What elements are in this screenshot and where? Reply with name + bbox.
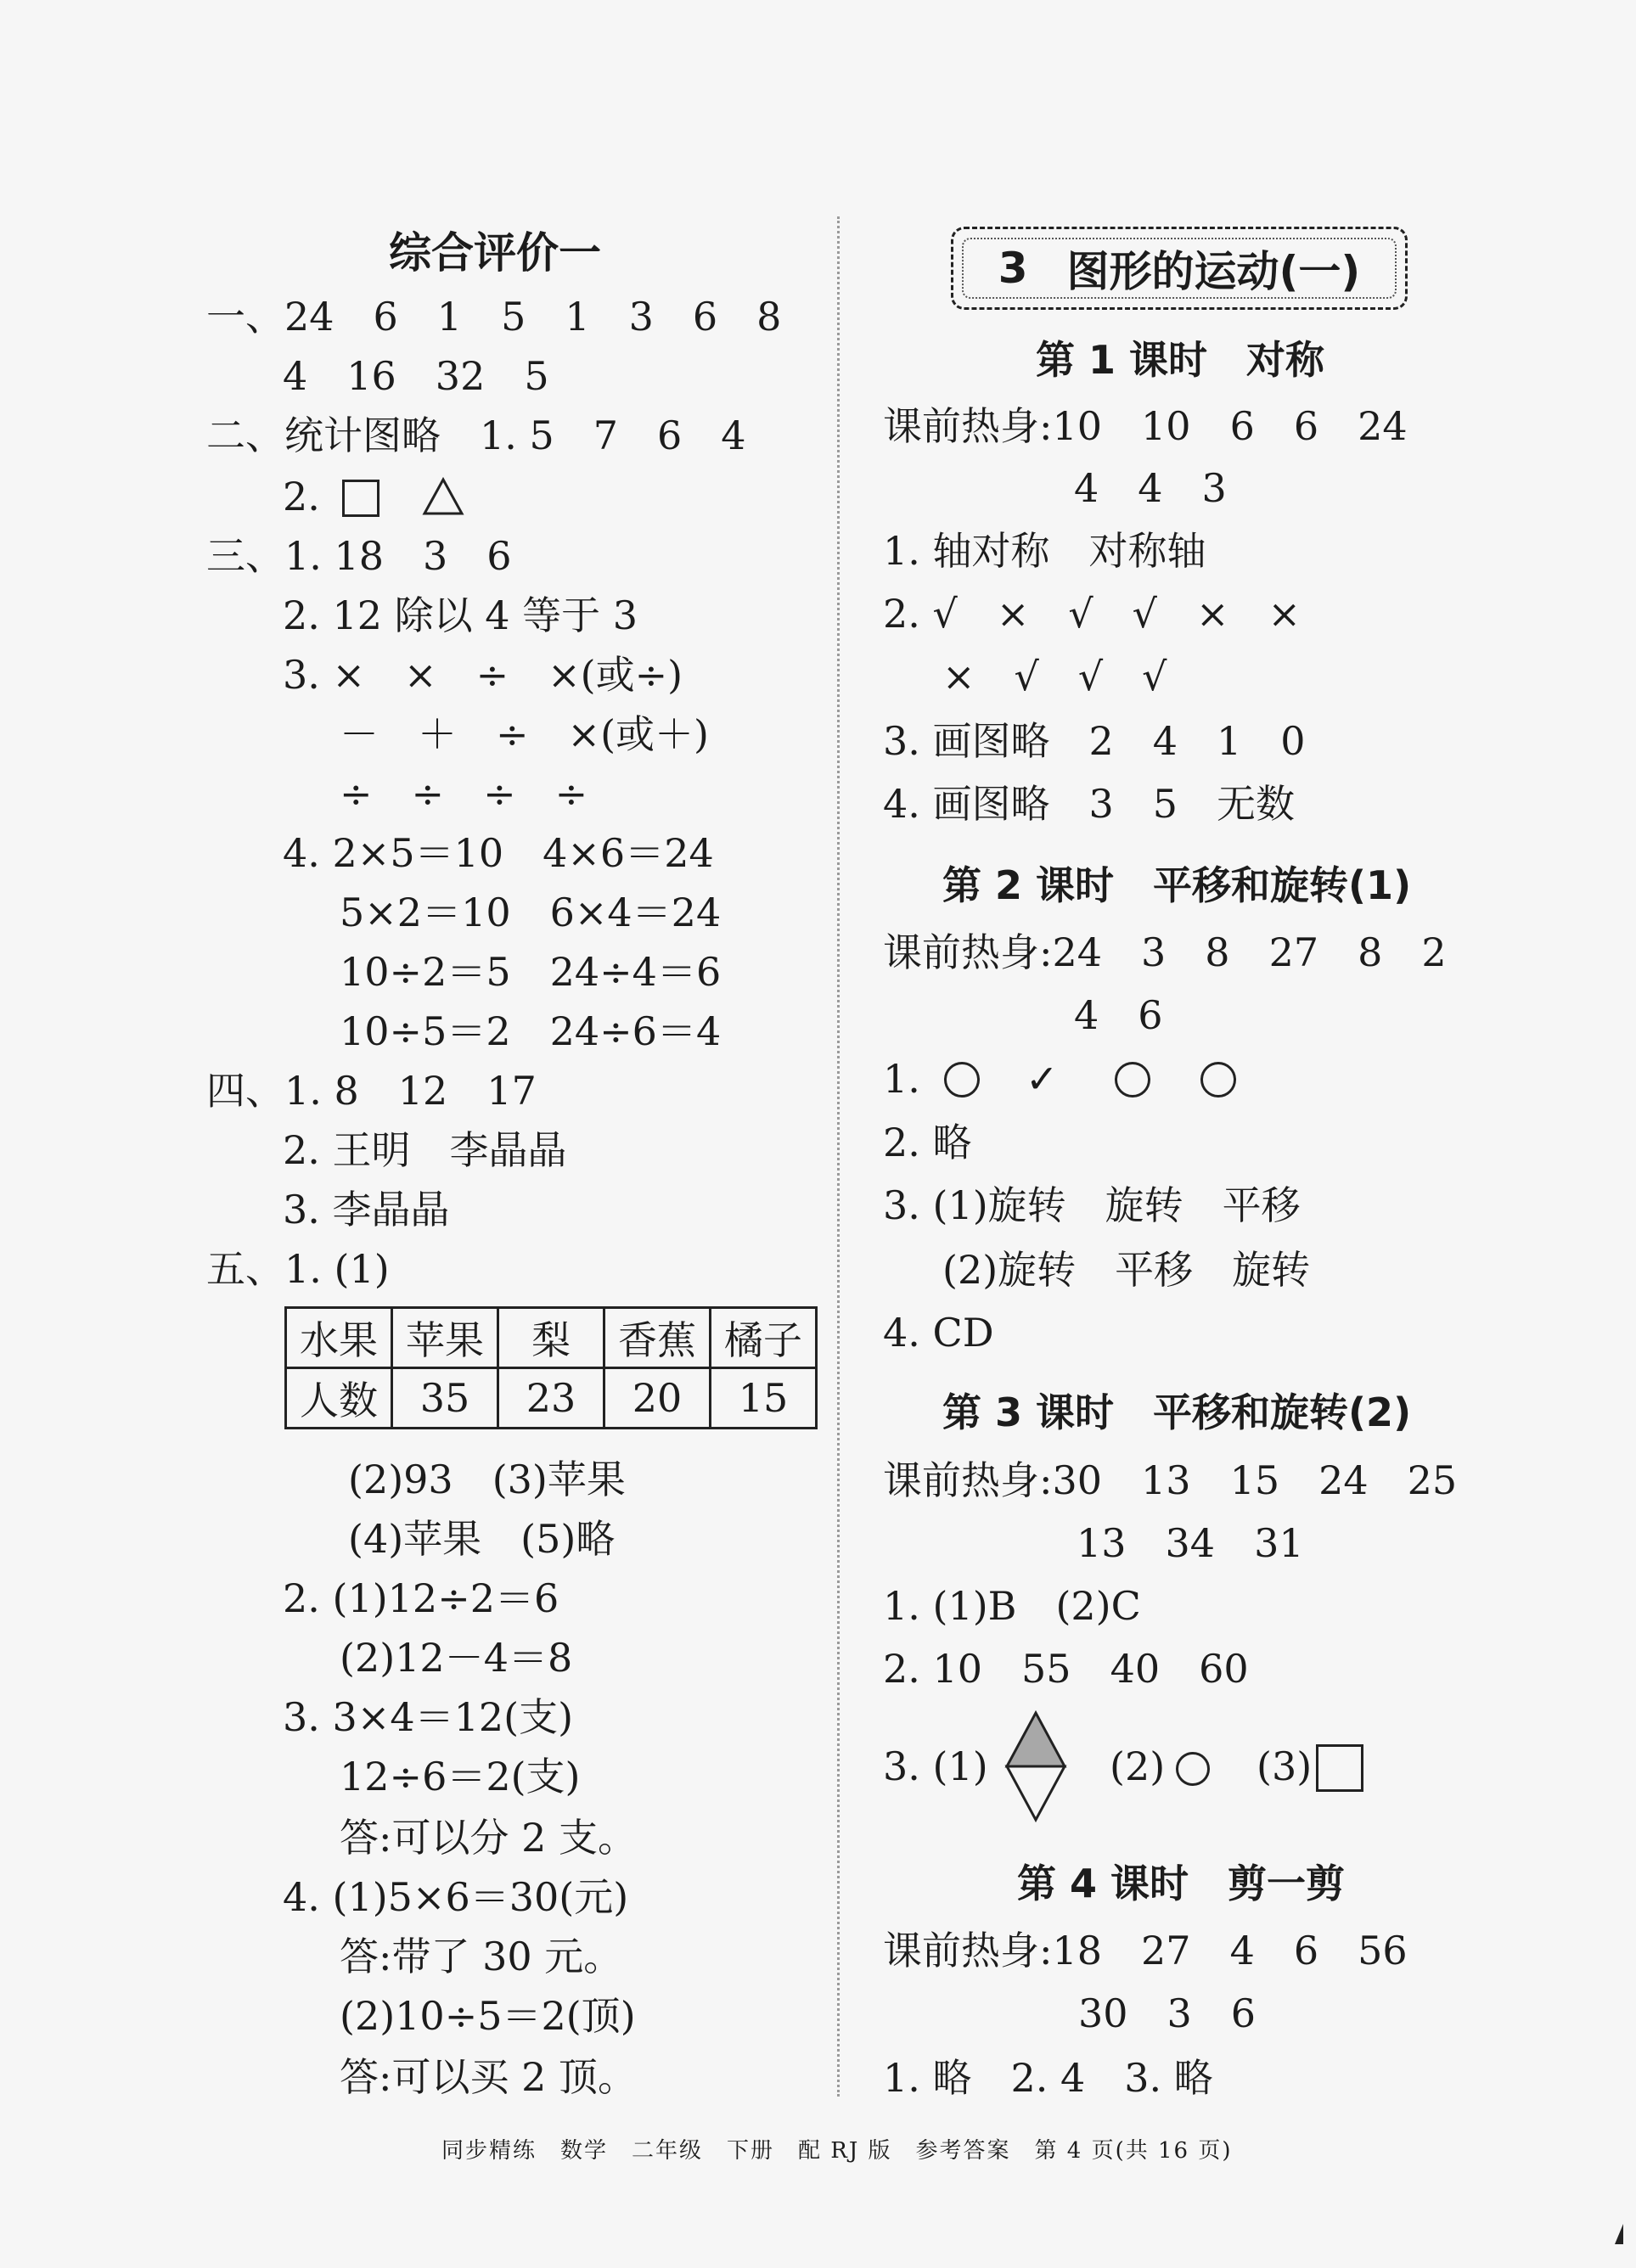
- answer-line: 3. (1): [883, 1743, 988, 1789]
- answer-line: 2. 王明 李晶晶: [283, 1127, 567, 1173]
- answer-line: 1. 轴对称 对称轴: [883, 528, 1206, 574]
- answer-line: 2.: [283, 474, 320, 519]
- table-cell: 20: [604, 1368, 711, 1429]
- rhombus-shape: [1004, 1709, 1068, 1823]
- fruit-table: [284, 1306, 818, 1429]
- table-cell: 15: [711, 1368, 817, 1429]
- table-cell: 水果: [286, 1308, 392, 1368]
- table-cell: 35: [392, 1368, 498, 1429]
- table-cell: 苹果: [392, 1308, 498, 1368]
- unit-banner: [951, 227, 1408, 310]
- unit-number: 3: [998, 244, 1028, 293]
- answer-line: 答:可以买 2 顶。: [340, 2054, 638, 2100]
- answer-line: 三、1. 18 3 6: [206, 533, 512, 579]
- answer-line: 10÷5＝2 24÷6＝4: [340, 1008, 722, 1054]
- square-shape: [342, 480, 379, 517]
- answer-line: × √ √ √: [942, 654, 1167, 699]
- answer-line: － ＋ ÷ ×(或＋): [340, 711, 709, 757]
- table-cell: 梨: [498, 1308, 604, 1368]
- answer-line: (2): [1110, 1743, 1166, 1789]
- lesson-title: 第 3 课时 平移和旋转(2): [942, 1389, 1412, 1435]
- corner-mark: [1615, 2224, 1623, 2244]
- triangle-shape: [422, 477, 464, 516]
- lesson-title: 第 2 课时 平移和旋转(1): [942, 862, 1412, 908]
- answer-line: 五、1. (1): [206, 1246, 390, 1292]
- circle-shape: [1115, 1062, 1150, 1098]
- table-row: [286, 1368, 817, 1429]
- answer-line: 4. 画图略 3 5 无数: [883, 781, 1296, 827]
- answer-line: 12÷6＝2(支): [340, 1754, 581, 1799]
- table-cell: 橘子: [711, 1308, 817, 1368]
- circle-shape: [944, 1062, 980, 1098]
- unit-title: 图形的运动(一): [1066, 247, 1361, 296]
- answer-line: 3. 3×4＝12(支): [283, 1694, 574, 1740]
- answer-line: 4. 2×5＝10 4×6＝24: [283, 830, 714, 876]
- column-divider: [837, 216, 840, 2097]
- table-cell: 人数: [286, 1368, 392, 1429]
- answer-line: 3. 画图略 2 4 1 0: [883, 718, 1306, 764]
- answer-line: 2. (1)12÷2＝6: [283, 1575, 559, 1621]
- answer-line: (2)旋转 平移 旋转: [942, 1247, 1311, 1293]
- answer-line: 课前热身:18 27 4 6 56: [883, 1928, 1408, 1973]
- answer-line: 10÷2＝5 24÷4＝6: [340, 949, 722, 995]
- answer-line: (2)10÷5＝2(顶): [340, 1993, 636, 2039]
- answer-line: 二、统计图略 1. 5 7 6 4: [206, 413, 746, 458]
- answer-line: 2. 12 除以 4 等于 3: [283, 592, 638, 638]
- table-header-row: [286, 1308, 817, 1368]
- answer-line: 3. 李晶晶: [283, 1187, 450, 1232]
- answer-line: 3. (1)旋转 旋转 平移: [883, 1182, 1301, 1228]
- answer-line: 课前热身:30 13 15 24 25: [883, 1457, 1458, 1503]
- lesson-title: 第 4 课时 剪一剪: [1017, 1861, 1346, 1906]
- page-footer: 同步精练 数学 二年级 下册 配 RJ 版 参考答案 第 4 页(共 16 页): [441, 2138, 1233, 2164]
- answer-line: 30 3 6: [1078, 1990, 1257, 2036]
- answer-line: ÷ ÷ ÷ ÷: [340, 771, 588, 817]
- answer-line: 3. × × ÷ ×(或÷): [283, 652, 683, 698]
- circle-shape: [1200, 1062, 1236, 1098]
- answer-line: (3): [1257, 1743, 1313, 1789]
- check-mark: ✓: [1026, 1056, 1059, 1102]
- answer-line: (4)苹果 (5)略: [348, 1516, 616, 1562]
- answer-line: 答:可以分 2 支。: [340, 1815, 638, 1861]
- answer-line: 1.: [883, 1056, 920, 1102]
- answer-line: 1. (1)B (2)C: [883, 1583, 1141, 1629]
- lesson-title: 第 1 课时 对称: [1036, 337, 1325, 383]
- table-cell: 香蕉: [604, 1308, 711, 1368]
- answer-line: 四、1. 8 12 17: [206, 1068, 537, 1114]
- answer-line: 4. (1)5×6＝30(元): [283, 1874, 629, 1920]
- answer-line: 5×2＝10 6×4＝24: [340, 890, 722, 935]
- table-cell: 23: [498, 1368, 604, 1429]
- answer-line: 课前热身:24 3 8 27 8 2: [883, 929, 1447, 975]
- answer-line: 4. CD: [883, 1310, 994, 1356]
- answer-line: 13 34 31: [1077, 1520, 1304, 1566]
- answer-line: 课前热身:10 10 6 6 24: [883, 403, 1408, 449]
- answer-line: 4 6: [1074, 992, 1163, 1038]
- circle-shape: [1176, 1752, 1210, 1786]
- answer-line: (2)12－4＝8: [340, 1635, 573, 1681]
- answer-line: 4 16 32 5: [283, 353, 549, 399]
- answer-line: 4 4 3: [1074, 465, 1227, 511]
- section-title-left: 综合评价一: [389, 228, 601, 278]
- square-shape: [1316, 1744, 1363, 1792]
- answer-line: 2. 10 55 40 60: [883, 1646, 1249, 1692]
- answer-line: 2. √ × √ √ × ×: [883, 591, 1301, 637]
- answer-line: 一、24 6 1 5 1 3 6 8: [206, 294, 782, 340]
- answer-line: 答:带了 30 元。: [340, 1934, 623, 1979]
- answer-line: 2. 略: [883, 1120, 972, 1165]
- answer-line: (2)93 (3)苹果: [348, 1457, 626, 1502]
- answer-line: 1. 略 2. 4 3. 略: [883, 2055, 1213, 2101]
